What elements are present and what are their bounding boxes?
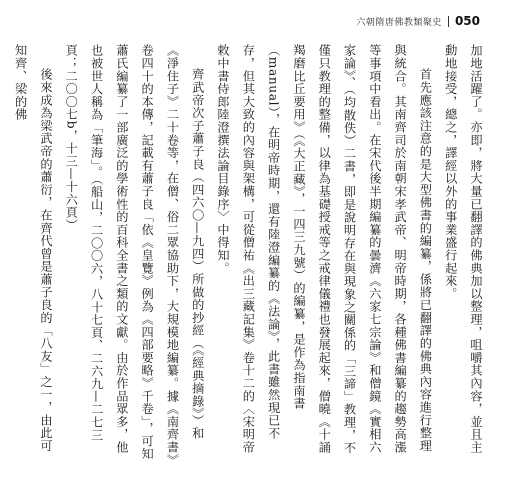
paragraph-liang-wudi: 後來成為梁武帝的蕭衍，在齊代曾是蕭子良的「八友」之一，由此可知齊、梁的佛	[13, 44, 53, 453]
book-title: 六朝隋唐佛教類聚史	[356, 17, 442, 28]
page-number: 050	[454, 14, 480, 28]
running-header	[356, 14, 480, 28]
paragraph-buddhist-compilations: 首先應該注意的是大型佛書的編纂，係將已翻譯的佛典內容進行整理與統合。其南齊司於南朝宋孝武帝、明帝時期，各種佛書編纂的趨勢高漲等事項中看出。在宋代後半期編纂的曇濟《六家七宗論》和僧鏡《實相六家論》、（均散佚）二書，即是說明存在與現象之關係的「三諦」教理，不僅只教理的整備，以律為基礎授戒等之戒律儀禮也發展起來，僧曉《十誦羯磨比丘要用》（《大正藏》，一四三九號）的編纂，是作為指南書（manual），在明帝時期，還有陸澄編纂的《法論》，此書雖然現已不存，但其大致的內容與架構，可從僧祐《出三藏記集》卷十二的〈宋明帝敕中書侍郎陸澄撰法論目錄序〉中得知。	[216, 44, 433, 455]
paragraph-continuation: 加地活躍了。亦即，將大量已翻譯的佛典加以整理，咀嚼其內容，並且主動地接受，總之，譯經以外的事業盛行起來。	[443, 44, 483, 454]
header-divider	[448, 16, 449, 27]
vertical-text-body	[13, 44, 488, 464]
paragraph-xiao-ziliang: 齊武帝次子蕭子良（四六〇—九四）所做的抄經（《經典摘錄》）和《淨住子》二十卷等，在僧、俗二眾協助下，大規模地編纂。據《南齊書》卷四十的本傳，記載有蕭子良「依《皇覽》例為《四部要略》千卷」，可知蕭氏編纂了一部廣泛的學術性的百科全書之類的文獻。由於作品眾多，他也被世人稱為「筆海」。（船山，二〇〇六，八十七頁、二六九—二七三頁；二〇〇七b，十三—十六頁）	[64, 44, 205, 461]
